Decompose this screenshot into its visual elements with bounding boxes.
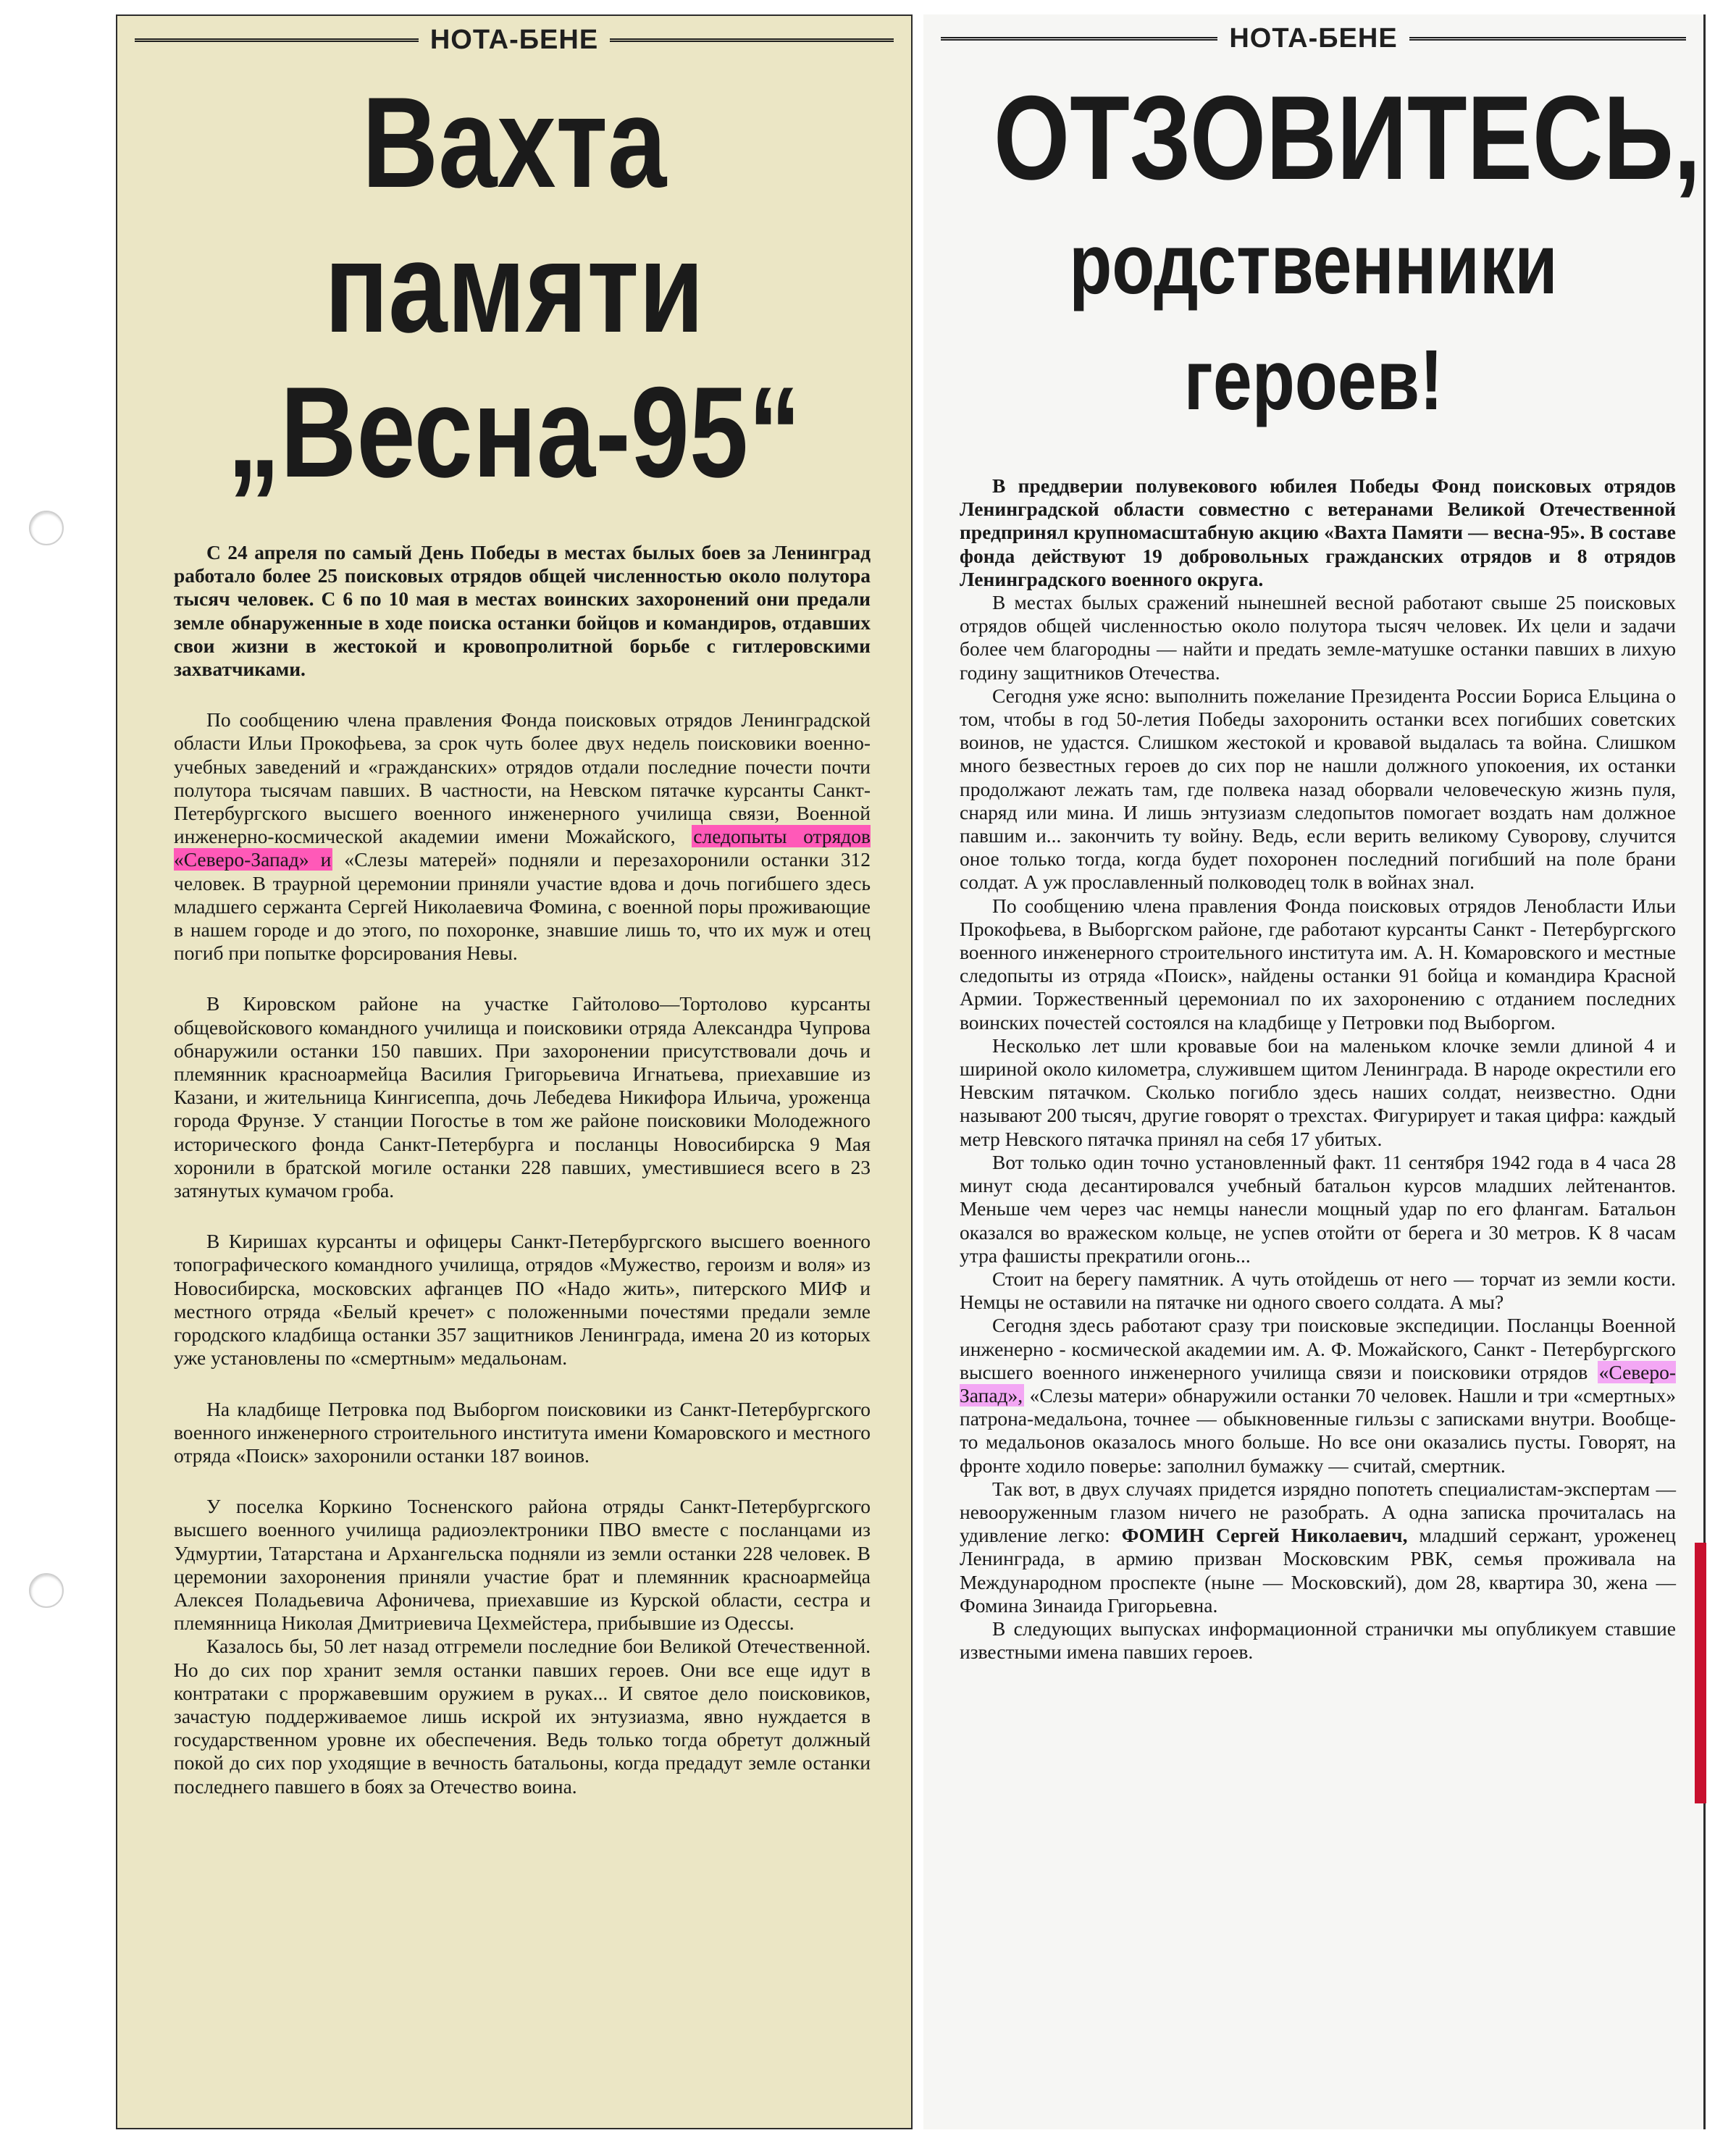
right-paragraph-2: Сегодня уже ясно: выполнить пожелание Президента России Бориса Ельцина о том, чтобы в год 50-летия Победы захоронить останки всех погибших советских воинов, не удастся. Слишком жестокой и кровавой выдалась та война. Слишком много безвестных героев до сих пор не нашли должного упокоения, их останки продолжают лежать там, где полвека назад оборвали человеческую жизнь пуля, снаряд или мина. И лишь энтузиазм следопытов помогает воздать нам должное павшим и... закончить ту войну. Ведь, если верить великому Суворову, случится оное только тогда, когда будет похоронен последний погибший на поле брани солдат. А уж прославленный полководец толк в войнах знал. [960, 684, 1676, 894]
right-newspaper-clipping [923, 14, 1706, 2129]
right-lilac-highlight: «Северо-Запад», [960, 1360, 1676, 1407]
left-headline-line2: „Весна-95“ [227, 360, 802, 504]
right-rubric-rule-left [941, 37, 1217, 41]
left-paragraph-5: У поселка Коркино Тосненского района отряды Санкт-Петербургского высшего военного училища радиоэлектроники ПВО вместе с посланцами из Удмуртии, Татарстана и Архангельска подняли из земли останки 228 человек. В церемонии захоронения приняли участие брат и племянник красноармейца Алексея Поладьевича Афоничева, приехавшие из Курской области, сестра и племянница Николая Дмитриевича Цехмейстера, прибывшие из Одессы. [174, 1495, 871, 1635]
left-paragraph-1-text-a: По сообщению члена правления Фонда поисковых отрядов Ленинградской области Ильи Прокофьева, за срок чуть более двух недель поисковики военно-учебных заведений и «гражданских» отрядов отдали последние почести почти полутора тысячам павших. В частности, на Невском пятачке курсанты Санкт-Петербургского высшего военного инженерного училища связи, Военной инженерно-космической академии имени Можайского, [174, 708, 871, 848]
right-paragraph-4: Несколько лет шли кровавые бои на маленьком клочке земли длиной 4 и шириной около километра, служившем щитом Ленинграда. В народе окрестили его Невским пятачком. Сколько погибло здесь наших солдат, неизвестно. Одни называют 200 тысяч, другие говорят о трехстах. Фигурирует и такая цифра: каждый метр Невского пятачка принял на себя 17 убитых. [960, 1034, 1676, 1150]
right-paragraph-8 [960, 1478, 1676, 1617]
left-rubric [135, 25, 894, 56]
left-rubric-rule-left [135, 38, 419, 42]
punch-hole-bottom [29, 1573, 64, 1608]
right-rubric-label: НОТА-БЕНЕ [1229, 23, 1398, 54]
right-paragraph-9: В следующих выпусках информационной странички мы опубликуем ставшие известными имена павших героев. [960, 1617, 1676, 1664]
left-article-body [117, 541, 911, 1798]
right-paragraph-5: Вот только один точно установленный факт. 11 сентября 1942 года в 4 часа 28 минут сюда десантировался учебный батальон курсов младших лейтенантов. Меньше чем через час немцы нанесли мощный удар по его флангам. Батальон оказался во вражеском кольце, не успев отойти от берега и 30 метров. К 8 часам утра фашисты прекратили огонь... [960, 1150, 1676, 1267]
right-paragraph-7-text-a: Сегодня здесь работают сразу три поисковые экспедиции. Посланцы Военной инженерно - космической академии им. А. Ф. Можайского, Санкт - Петербургского высшего военного инженерного училища связи и поисковики отрядов [960, 1314, 1676, 1383]
left-paragraph-6: Казалось бы, 50 лет назад отгремели последние бои Великой Отечественной. Но до сих пор хранит земля останки павших героев. Они все еще идут в контратаки с проржавевшим оружием в руках... И святое дело поисковиков, зачастую поддерживаемое лишь искрой их энтузиазма, явно нуждается в государственном уровне их обеспечения. Ведь только тогда обретут должный покой до сих пор уходящие в вечность батальоны, когда предадут земле останки последнего павшего в боях за Отечество воина. [174, 1635, 871, 1798]
right-paragraph-6: Стоит на берегу памятник. А чуть отойдешь от него — торчат из земли кости. Немцы не оставили на пятачке ни одного своего солдата. А мы? [960, 1267, 1676, 1314]
right-article-body [923, 474, 1703, 1664]
right-paragraph-3: По сообщению члена правления Фонда поисковых отрядов Ленобласти Ильи Прокофьева, в Выборгском районе, где работают курсанты Санкт - Петербургского военного инженерного строительного института им. А. Н. Комаровского и местные следопыты из отряда «Поиск», найдены останки 91 бойца и командира Красной Армии. Торжественный церемониал по их захоронению с отданием последних воинских почестей состоялся на кладбище у Петровки под Выборгом. [960, 894, 1676, 1034]
right-rubric [941, 23, 1686, 54]
punch-hole-top [29, 511, 64, 545]
right-headline-line2: родственники героев! [1069, 217, 1558, 428]
left-pink-highlight: следопыты отрядов «Северо-Запад» и [174, 825, 871, 871]
left-paragraph-2: В Кировском районе на участке Гайтолово—Тортолово курсанты общевойскового командного училища и поисковики отряда Александра Чупрова обнаружили останки 150 павших. При захоронении присутствовали дочь и племянник красноармейца Василия Григорьевича Игнатьева, приехавшие из Казани, и жительница Кингисеппа, дочь Лебедева Никифора Ильича, уроженца города Фрунзе. У станции Погостье в том же районе поисковики Молодежного исторического фонда Санкт-Петербурга и посланцы Новосибирска 9 Мая хоронили в братской могиле останки 228 павших, уместившиеся всего в 23 затянутых кумачом гроба. [174, 992, 871, 1202]
left-lead-paragraph: С 24 апреля по самый День Победы в местах былых боев за Ленинград работало более 25 поисковых отрядов общей численностью около полутора тысяч человек. С 6 по 10 мая в местах воинских захоронений они предали земле обнаруженные в ходе поиска останки бойцов и командиров, отдавших свои жизни в жестокой и кровопролитной борьбе с гитлеровскими захватчиками. [174, 541, 871, 681]
right-headline-line1: ОТЗОВИТЕСЬ, [993, 71, 1701, 204]
right-paragraph-8-bold-name: ФОМИН Сергей Николаевич, [1121, 1524, 1408, 1547]
left-rubric-rule-right [610, 38, 894, 42]
right-paragraph-7 [960, 1314, 1676, 1477]
left-paragraph-1 [174, 708, 871, 965]
left-headline-line1: Вахта памяти [324, 70, 704, 359]
right-rubric-rule-right [1409, 37, 1686, 41]
left-paragraph-1-text-b: «Слезы матерей» подняли и перезахоронили останки 312 человек. В траурной церемонии приняли участие вдова и дочь погибшего здесь младшего сержанта Сергей Николаевича Фомина, с военной поры проживающие в нашем городе и до этого, по похоронке, знавшие лишь то, что их муж и отец погиб при попытке форсирования Невы. [174, 848, 871, 965]
right-paragraph-8-text-a: Так вот, в двух случаях придется изрядно попотеть специалистам-экспертам — невооруженным глазом ничего не разобрать. А одна записка прочиталась на удивление легко: [960, 1477, 1676, 1547]
right-lead-paragraph: В преддверии полувекового юбилея Победы Фонд поисковых отрядов Ленинградской области совместно с ветеранами Великой Отечественной предпринял крупномасштабную акцию «Вахта Памяти — весна-95». В составе фонда действуют 19 добровольных гражданских отрядов и 8 отрядов Ленинградского военного округа. [960, 474, 1676, 590]
right-paragraph-8-text-b: младший сержант, уроженец Ленинграда, в армию призван Московским РВК, семья проживала на Международном проспекте (ныне — Московский), дом 28, квартира 30, жена — Фомина Зинаида Григорьевна. [960, 1524, 1676, 1617]
right-paragraph-7-text-b: «Слезы матери» обнаружили останки 70 человек. Нашли и три «смертных» патрона-медальона, точнее — обыкновенные гильзы с записками внутри. Вообще-то медальонов оказалось много больше. Но все они оказались пусты. Говорят, на фронте ходило поверье: заполнил бумажку — считай, смертник. [960, 1383, 1676, 1477]
red-marker-stroke [1695, 1543, 1706, 1803]
left-paragraph-4: На кладбище Петровка под Выборгом поисковики из Санкт-Петербургского военного инженерного строительного института имени Комаровского и местного отряда «Поиск» захоронили останки 187 воинов. [174, 1397, 871, 1467]
left-rubric-label: НОТА-БЕНЕ [429, 25, 599, 55]
right-paragraph-1: В местах былых сражений нынешней весной работают свыше 25 поисковых отрядов общей численностью около полутора тысяч человек. Их цели и задачи более чем благородны — найти и предать земле-матушке останки павших в лихую годину защитников Отечества. [960, 591, 1676, 684]
left-newspaper-clipping [116, 14, 913, 2129]
left-paragraph-3: В Киришах курсанты и офицеры Санкт-Петербургского высшего военного топографического командного училища, отрядов «Мужество, героизм и воля» из Новосибирска, московских афганцев ПО «Надо жить», питерского МИФ и местного отряда «Белый кречет» с положенными почестями предали земле городского кладбища останки 357 защитников Ленинграда, имена 20 из которых уже установлены по «смертным» медальонам. [174, 1230, 871, 1370]
